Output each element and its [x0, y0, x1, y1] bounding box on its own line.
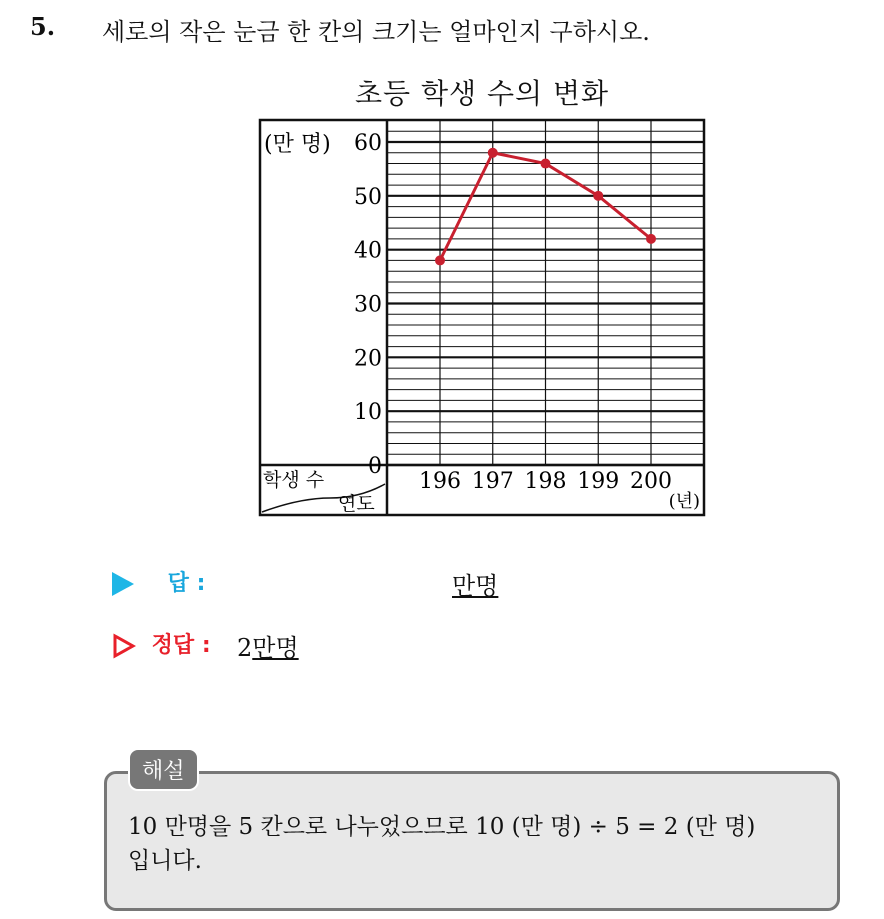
- outline-arrow-icon: [112, 633, 136, 659]
- explanation-tag: 해설: [128, 748, 199, 791]
- x-tick-label: 200: [630, 469, 672, 494]
- corner-top-label: 학생 수: [263, 469, 325, 491]
- corner-bottom-label: 연도: [338, 493, 375, 515]
- y-tick-label: 40: [354, 238, 382, 264]
- x-axis-unit-label: (년): [668, 491, 700, 512]
- y-tick-label: 30: [354, 292, 382, 318]
- answer-row: [112, 566, 205, 597]
- chart-title: 초등 학생 수의 변화: [354, 77, 610, 110]
- x-tick-label: 197: [471, 469, 514, 494]
- explanation-line-2: 입니다.: [128, 848, 202, 874]
- correct-label: 정답: [151, 633, 195, 658]
- answer-label: 답: [167, 571, 189, 596]
- answer-colon: :: [196, 571, 206, 596]
- data-point: [593, 191, 603, 201]
- data-point: [488, 148, 498, 158]
- correct-value-number: 2: [237, 634, 253, 662]
- question-number: 5.: [30, 12, 56, 41]
- play-arrow-icon: [112, 572, 134, 596]
- x-tick-label: 196: [419, 469, 461, 494]
- correct-value-unit: 만명: [252, 634, 299, 662]
- explanation-line-1: 10 만명을 5 칸으로 나누었으므로 10 (만 명) ÷ 5 = 2 (만 명): [128, 814, 756, 840]
- correct-colon: :: [201, 633, 211, 658]
- x-tick-label: 198: [524, 469, 567, 494]
- y-tick-label: 60: [354, 131, 382, 156]
- explanation-text: [128, 810, 828, 878]
- y-tick-label: 0: [368, 454, 382, 479]
- data-point: [541, 159, 551, 169]
- answer-blank-unit[interactable]: 만명: [452, 572, 499, 600]
- correct-value: [237, 628, 299, 663]
- data-point: [435, 255, 445, 265]
- y-tick-label: 50: [354, 184, 382, 210]
- chart-frame: [260, 120, 704, 515]
- y-tick-label: 10: [354, 400, 382, 426]
- data-point: [646, 234, 656, 244]
- y-tick-label: 20: [354, 346, 382, 372]
- x-tick-label: 199: [577, 469, 620, 494]
- question-text: 세로의 작은 눈금 한 칸의 크기는 얼마인지 구하시오.: [102, 18, 650, 46]
- correct-answer-row: [112, 628, 211, 659]
- y-axis-unit-label: (만 명): [264, 132, 331, 157]
